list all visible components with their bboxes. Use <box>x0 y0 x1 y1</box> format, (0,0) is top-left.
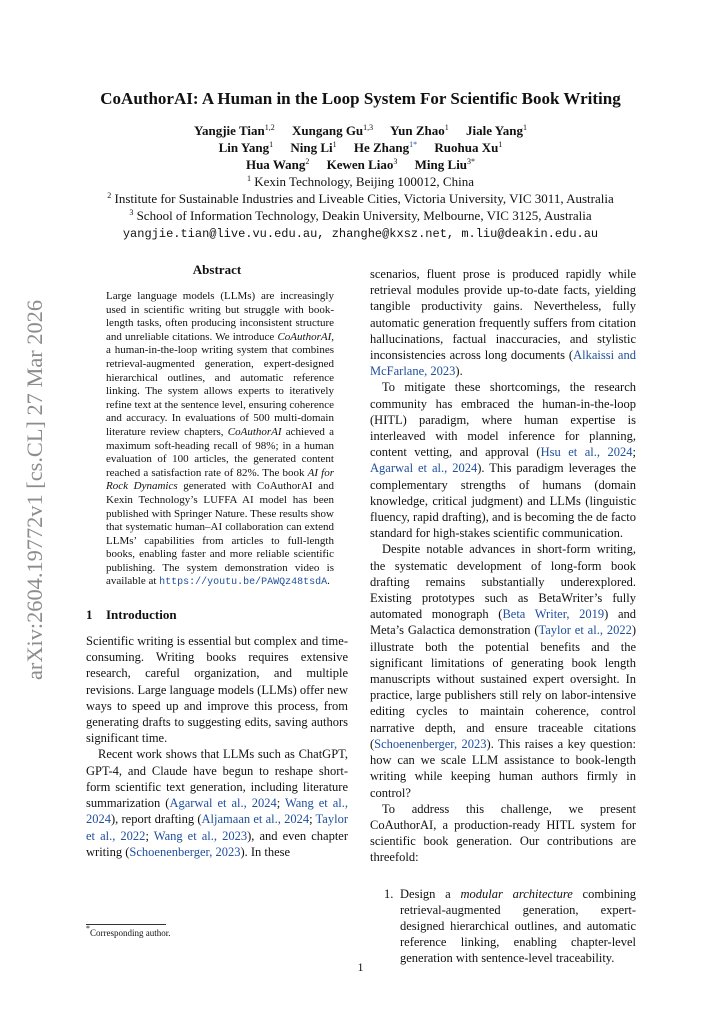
affiliation-3: $^3$ School of Information Technology, Deakin University, Melbourne, VIC 3125, Australia <box>129 208 592 223</box>
abstract-heading: Abstract <box>192 262 242 277</box>
intro-paragraph-5: Despite notable advances in short-form writing, the systematic development of long-form book drafting remains substantially underexplored. Existing prototypes such as BetaWriter’s fully automated monograph (Beta Writer, 2019) and Meta’s Galactica demonstration (Taylor et al., 2022) illustrate both the potential benefits and the significant limitations of generating book length manuscripts without sustained expert oversight. In practice, large publishers still rely on labor-intensive editing cycles to maintain coherence, control narrative depth, and ensure traceable citations (Schoenenberger, 2023). This raises a key question: how can we scale LLM assistance to book-length writing while keeping human authors firmly in control? <box>370 542 636 800</box>
author-emails: yangjie.tian@live.vu.edu.au, zhanghe@kxsz.net, m.liu@deakin.edu.au <box>122 227 599 241</box>
page-number: 1 <box>357 960 364 974</box>
citation-link[interactable]: Alkaissi and McFarlane, 2023 <box>370 348 636 379</box>
intro-paragraph-2: Recent work shows that LLMs such as ChatGPT, GPT-4, and Claude have begun to reshape short-form scientific text generation, including literature summarization (Agarwal et al., 2024; Wang et al., 2024), report drafting (Aljamaan et al., 2024; Taylor et al., 2022; Wang et al., 2023), and even chapter writing (Schoenenberger, 2023). In these <box>86 747 349 859</box>
citation-link[interactable]: Taylor et al., 2022 <box>538 623 632 638</box>
citation-link[interactable]: Beta Writer, 2019 <box>502 607 605 622</box>
intro-paragraph-3: scenarios, fluent prose is produced rapidly while retrieval modules provide up-to-date facts, yielding tangible productivity gains. Nevertheless, fully automatic generation frequently suffers from citation hallucinations, factual inaccuracies, and stylistic inconsistencies across long documents (Alkaissi and McFarlane, 2023). <box>370 267 636 379</box>
author-name: Jiale Yang <box>466 123 523 138</box>
citation-link[interactable]: Taylor et al., 2022 <box>86 812 348 843</box>
footnote-corresponding-author: *Corresponding author. <box>86 924 171 938</box>
left-column <box>86 262 348 860</box>
author-name: Yangjie Tian <box>194 123 265 138</box>
citation-link[interactable]: Schoenenberger, 2023 <box>374 736 487 751</box>
paper-title: CoAuthorAI: A Human in the Loop System For Scientific Book Writing <box>100 89 621 108</box>
right-column <box>370 266 636 967</box>
list-item-number: 1. <box>384 886 394 901</box>
intro-paragraph-6: To address this challenge, we present CoAuthorAI, a production-ready HITL system for scientific book generation. Our contributions are threefold: <box>370 801 636 865</box>
footnote-divider <box>86 924 166 925</box>
citation-link[interactable]: Wang et al., 2023 <box>153 828 248 843</box>
citation-link[interactable]: Schoenenberger, 2023 <box>129 844 241 859</box>
affiliation-1: $^1$ Kexin Technology, Beijing 100012, China <box>247 174 474 189</box>
author-name: Hua Wang <box>245 157 306 172</box>
contributions-list <box>370 886 636 967</box>
list-item-text: Design a modular architecture combining retrieval-augmented generation, expert-designed hierarchical outlines, and automatic reference linking, enabling chapter-level generation with sentence-level traceability. <box>400 886 637 966</box>
intro-paragraph-4: To mitigate these shortcomings, the research community has embraced the human-in-the-loop (HITL) paradigm, where human expertise is interleaved with model inference for planning, content vetting, and approval (Hsu et al., 2024; Agarwal et al., 2024). This paradigm leverages the complementary strengths of humans (domain knowledge, critical judgment) and LLMs (linguistic fluency, rapid drafting), and is becoming the de facto standard for high-stakes scientific communication. <box>370 380 637 541</box>
author-name: Ruohua Xu <box>434 140 499 155</box>
author-name: Yun Zhao <box>389 123 445 138</box>
author-name: Lin Yang <box>218 140 270 155</box>
demo-video-link[interactable]: https://youtu.be/PAWQz48tsdA <box>159 577 328 589</box>
author-line-3: Hua Wang$^2$ Kewen Liao$^3$ Ming Liu$^{3*}$ <box>245 157 476 172</box>
citation-link[interactable]: Agarwal et al., 2024 <box>370 461 478 476</box>
intro-paragraph-1: Scientific writing is essential but complex and time-consuming. Writing books requires extensive research, careful organization, and multiple revisions. Large language models (LLMs) offer new ways to speed up and improve this process, from generating drafts to suggesting edits, saving authors significant time. <box>86 634 348 746</box>
author-name: Ning Li <box>290 140 333 155</box>
citation-link[interactable]: Agarwal et al., 2024 <box>169 796 277 811</box>
affiliation-2: $^2$ Institute for Sustainable Industries and Liveable Cities, Victoria University, VIC 3011, Australia <box>107 191 614 206</box>
list-item <box>384 886 636 967</box>
citation-link[interactable]: Hsu et al., 2024 <box>540 445 633 460</box>
author-name: Kewen Liao <box>326 157 394 172</box>
author-line-1: Yangjie Tian$^{1,2}$ Xungang Gu$^{1,3}$ Yun Zhao$^1$ Jiale Yang$^1$ <box>194 123 527 138</box>
citation-link[interactable]: Wang et al., 2024 <box>86 796 349 827</box>
author-name: Xungang Gu <box>291 123 364 138</box>
arxiv-identifier-stamp <box>22 300 48 680</box>
author-line-2: Lin Yang$^1$ Ning Li$^1$ He Zhang$^{1*}$ Ruohua Xu$^1$ <box>218 140 503 155</box>
author-name: Ming Liu <box>414 157 468 172</box>
abstract-body: Large language models (LLMs) are increasingly used in scientific writing but struggle with book-length tasks, often producing inconsistent structure and unreliable citations. We introduce CoAuthorAI, a human-in-the-loop writing system that combines retrieval-augmented generation, expert-designed hierarchical outlines, and automatic reference linking. The system allows experts to iteratively refine text at the sentence level, ensuring coherence and accuracy. In evaluations of 500 multi-domain literature review chapters, CoAuthorAI achieved a maximum soft-heading recall of 98%; in a human evaluation of 100 articles, the generated content reached a satisfaction rate of 82%. The book AI for Rock Dynamics generated with CoAuthorAI and Kexin Technology’s LUFFA AI model has been published with Springer Nature. These results show that systematic human–AI collaboration can extend LLMs’ capabilities from articles to full-length books, enabling faster and more reliable scientific publishing. The system demonstration video is available at https://youtu.be/PAWQz48tsdA. <box>106 290 335 589</box>
citation-link[interactable]: Aljamaan et al., 2024 <box>201 812 310 827</box>
author-name: He Zhang <box>353 140 410 155</box>
section-heading-introduction: 1 Introduction <box>86 607 177 623</box>
arxiv-stamp-text: arXiv:2604.19772v1 [cs.CL] 27 Mar 2026 <box>22 306 47 680</box>
